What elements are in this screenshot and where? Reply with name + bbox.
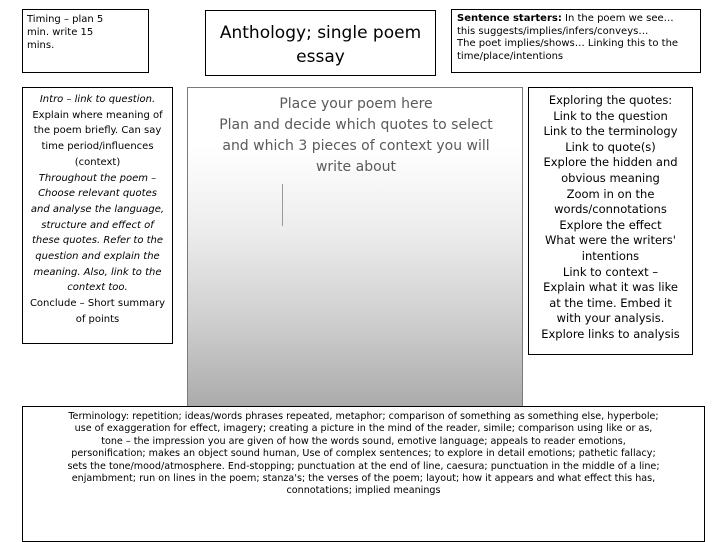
terminology-line: enjambment; run on lines in the poem; stanza's; the verses of the poem; layout; how it appears and what effect this has, <box>71 473 656 485</box>
page-title-line: essay <box>296 47 345 67</box>
exploring-quotes-line: with your analysis. <box>556 311 665 326</box>
poem-instruction-line: write about <box>315 159 397 175</box>
exploring-quotes-line: Exploring the quotes: <box>548 93 673 107</box>
exploring-quotes-line: Link to context – <box>562 264 659 279</box>
timing-line: min. write 15 <box>27 27 94 38</box>
essay-structure-line: Intro – link to question. <box>39 94 156 105</box>
timing-box <box>22 9 149 73</box>
terminology-line: tone – the impression you are given of how the words sound, emotive language; appeals to reader emotions, <box>101 435 626 447</box>
exploring-quotes-line: Link to the question <box>553 108 668 123</box>
terminology-line: connotations; implied meanings <box>286 485 441 497</box>
page-title-line: Anthology; single poem <box>219 23 422 43</box>
essay-structure-line: Throughout the poem – <box>38 172 157 184</box>
poem-instruction-line: Plan and decide which quotes to select <box>219 117 493 133</box>
sentence-starters-box <box>451 9 701 73</box>
sentence-starters-label: Sentence starters: <box>457 13 562 24</box>
poem-instruction-line: Place your poem here <box>279 96 433 112</box>
essay-structure-line: these quotes. Refer to the <box>31 235 164 247</box>
essay-structure-line: context too. <box>67 282 128 294</box>
essay-structure-line: question and explain the <box>35 251 160 263</box>
essay-structure-line: and analyse the language, <box>30 203 165 215</box>
poem-area[interactable] <box>187 87 523 412</box>
essay-structure-line: the poem briefly. Can say <box>33 125 162 137</box>
sentence-starters-text: In the poem we see… <box>561 13 674 24</box>
terminology-line: Terminology: repetition; ideas/words phrases repeated, metaphor; comparison of something as something else, hyperbole; <box>68 411 659 422</box>
essay-structure-box <box>22 87 173 344</box>
essay-structure-line: (context) <box>74 156 121 168</box>
exploring-quotes-line: Explore the hidden and <box>543 155 678 170</box>
sentence-starters-line: time/place/intentions <box>457 50 564 62</box>
essay-structure-line: Explain where meaning of <box>32 109 163 121</box>
page-title-box <box>205 10 436 76</box>
poem-instructions <box>196 94 516 178</box>
essay-structure-line: structure and effect of <box>41 219 154 231</box>
essay-structure-line: Conclude – Short summary <box>29 298 166 310</box>
exploring-quotes-line: What were the writers' <box>545 233 676 248</box>
exploring-quotes-line: intentions <box>581 248 640 263</box>
exploring-quotes-line: Explore the effect <box>559 217 662 232</box>
sentence-starters-line <box>457 13 695 26</box>
terminology-box <box>22 406 705 542</box>
terminology-line: sets the tone/mood/atmosphere. End-stopping; punctuation at the end of line, caesura; punctuation in the middle of a line; <box>67 460 660 472</box>
essay-structure-line: of points <box>75 313 120 325</box>
timing-line: mins. <box>27 40 55 51</box>
exploring-quotes-line: Link to the terminology <box>543 124 678 139</box>
sentence-starters-line: this suggests/implies/infers/conveys… <box>457 25 649 37</box>
sentence-starters-line: The poet implies/shows… Linking this to the <box>457 38 679 49</box>
exploring-quotes-line: Explore links to analysis <box>541 326 680 341</box>
poem-instruction-line: and which 3 pieces of context you will <box>222 138 490 154</box>
exploring-quotes-line: Explain what it was like <box>543 280 678 295</box>
exploring-quotes-line: at the time. Embed it <box>549 295 672 310</box>
exploring-quotes-line: words/connotations <box>554 202 667 217</box>
essay-structure-line: time period/influences <box>41 141 154 153</box>
terminology-line: use of exaggeration for effect, imagery; creating a picture in the mind of the reader, simile; comparison using like or as, <box>74 423 653 435</box>
text-cursor <box>282 184 283 226</box>
timing-line: Timing – plan 5 <box>27 14 104 25</box>
exploring-quotes-box <box>528 87 693 355</box>
essay-structure-line: meaning. Also, link to the <box>33 266 162 278</box>
essay-structure-line: Choose relevant quotes <box>38 188 157 200</box>
exploring-quotes-line: obvious meaning <box>561 170 660 185</box>
exploring-quotes-line: Link to quote(s) <box>565 139 656 154</box>
exploring-quotes-line: Zoom in on the <box>566 186 655 201</box>
terminology-line: personification; makes an object sound human, Use of complex sentences; to explore in detail emotions; pathetic fallacy; <box>71 448 656 460</box>
